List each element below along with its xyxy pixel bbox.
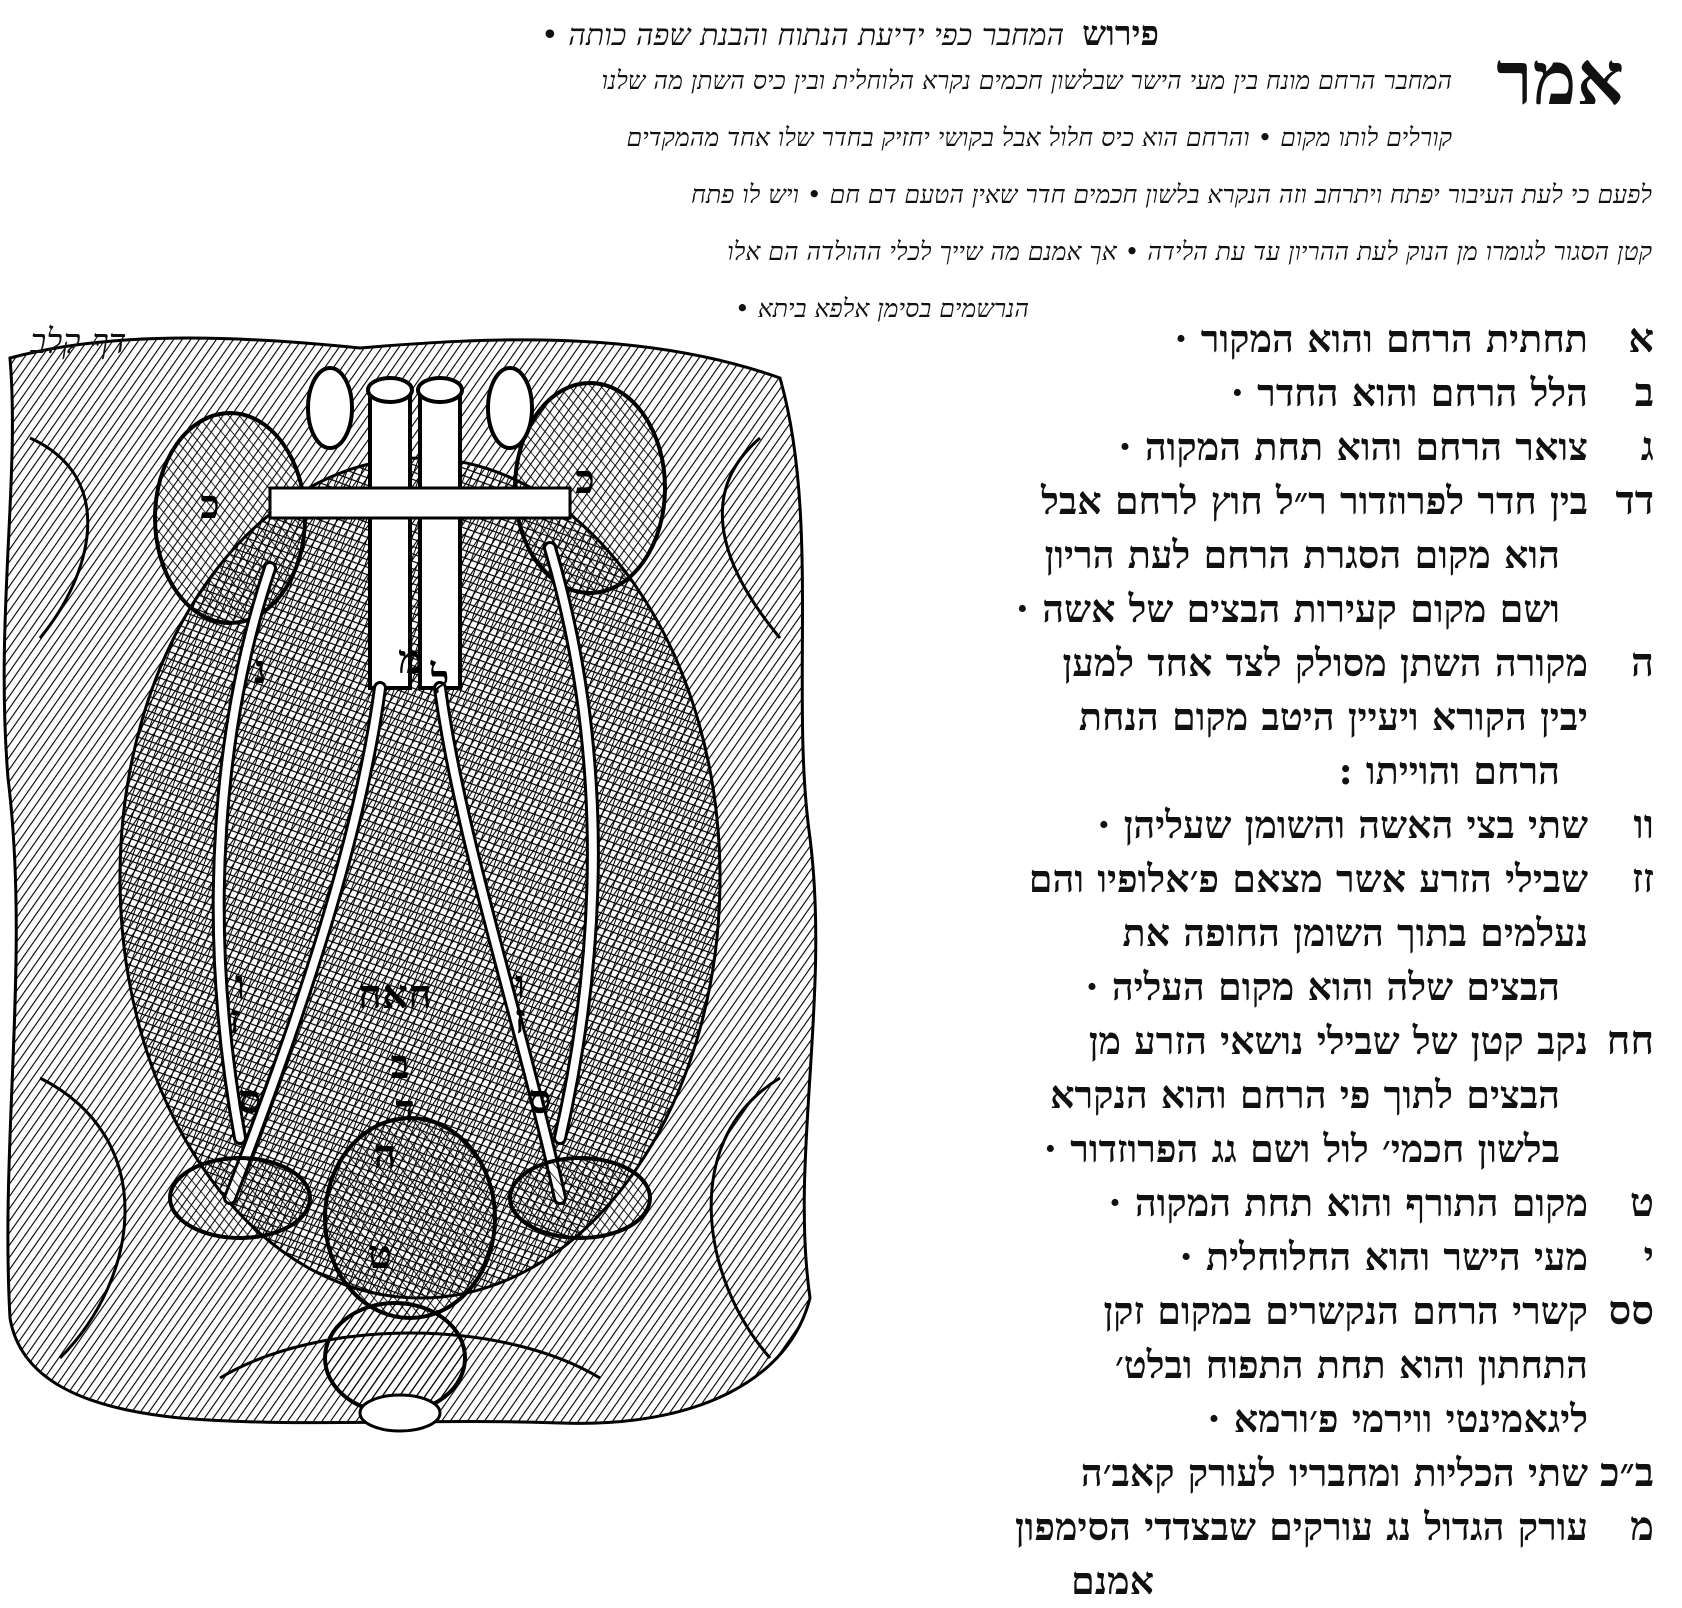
figure-label: ל <box>430 656 450 703</box>
legend-list <box>794 312 1654 1608</box>
figure-label: נ <box>253 646 267 693</box>
legend-line: יבין הקורא ויעיין היטב מקום הנחת <box>1078 694 1588 739</box>
legend-entry <box>794 798 1654 852</box>
legend-line: בלשון חכמי׳ לול ושם גג הפרוזדור · <box>1043 1126 1560 1171</box>
commentary-line: קטן הסגור לגומרו מן הנוק לעת ההריון עד עת הלידה • אך אמנם מה שייך לכלי ההולדה הם אלו <box>727 237 1652 266</box>
legend-line: נקב קטן של שבילי נושאי הזרע מן <box>1088 1018 1588 1063</box>
commentary-block <box>112 52 1652 337</box>
opening-word: אמר <box>1496 36 1624 122</box>
legend-line: נעלמים בתוך השומן החופה את <box>1122 910 1588 955</box>
commentary-line: הנרשמים בסימן אלפא ביתא • <box>735 294 1029 323</box>
figure-label: ט <box>367 1231 393 1278</box>
figure-label: מ <box>398 636 422 683</box>
legend-line: שתי בצי האשה והשומן שעליהן · <box>1097 802 1588 847</box>
commentary-line: המחבר הרחם מונח בין מעי הישר שבלשון חכמים נקרא הלוחלית ובין כיס השתן מה שלנו <box>601 66 1452 95</box>
legend-key: זז <box>1631 855 1654 902</box>
legend-key: ה <box>1630 639 1654 686</box>
legend-entry <box>794 1176 1654 1230</box>
legend-line: הוא מקום הסגרת הרחם לעת הריון <box>1044 532 1560 577</box>
legend-line: ושם מקום קעירות הבצים של אשה · <box>1015 586 1560 631</box>
legend-line: תחתית הרחם והוא המקור · <box>1174 316 1588 361</box>
figure-label: ח <box>358 971 382 1018</box>
legend-line: מעי הישר והוא החלוחלית · <box>1179 1234 1588 1279</box>
legend-key: ג <box>1640 423 1654 470</box>
legend-line: הלל הרחם והוא החדר · <box>1230 370 1588 415</box>
commentary-line: קורלים לותו מקום • והרחם הוא כיס חלול אבל בקושי יחזיק בחדר שלו אחד מהמקדים <box>626 123 1452 152</box>
legend-entry <box>794 1284 1654 1446</box>
commentary-line: לפעם כי לעת העיבור יפתח ויתרחב וזה הנקרא בלשון חכמים חדר שאין הטעם דם חם • ויש לו פתח <box>691 180 1652 209</box>
legend-key: י <box>1643 1233 1654 1280</box>
figure-label: ב <box>390 1041 410 1088</box>
legend-line: צואר הרחם והוא תחת המקוה · <box>1118 424 1588 469</box>
legend-entry <box>794 1500 1654 1554</box>
figure-label: ס <box>238 1076 262 1123</box>
legend-key: מ <box>1630 1503 1654 1550</box>
legend-line: מקורה השתן מסולק לצד אחד למען <box>1062 640 1588 685</box>
title-keyword: פירוש <box>1082 14 1159 54</box>
legend-entry <box>794 474 1654 636</box>
figure-label: ז <box>229 996 241 1043</box>
legend-entry <box>794 1446 1654 1500</box>
legend-entry <box>794 636 1654 798</box>
figure-label: ו <box>234 961 246 1008</box>
figure-label: ח <box>408 971 432 1018</box>
legend-line: הבצים שלה והוא מקום העליה · <box>1085 964 1560 1009</box>
legend-key: א <box>1628 315 1654 362</box>
figure-label: ה <box>373 1131 397 1178</box>
figure-label: ד <box>395 1086 415 1133</box>
legend-key: חח <box>1606 1017 1654 1064</box>
legend-line: הבצים לתוך פי הרחם והוא הנקרא <box>1050 1072 1560 1117</box>
legend-line: קשרי הרחם הנקשרים במקום זקן <box>1103 1288 1588 1333</box>
legend-line: הרחם והוייתו : <box>1338 748 1560 793</box>
legend-key: ב״כ <box>1599 1449 1654 1496</box>
legend-line: התחתון והוא תחת התפוח ובלט׳ <box>1114 1342 1588 1387</box>
legend-line: שבילי הזרע אשר מצאם פ׳אלופיו והם <box>1028 856 1588 901</box>
legend-key: דד <box>1615 477 1654 524</box>
figure-label: א <box>382 971 408 1018</box>
figure-label: ס <box>528 1076 552 1123</box>
legend-line: עורק הגדול נג עורקים שבצדדי הסימפון <box>1014 1504 1588 1549</box>
legend-key: סס <box>1608 1287 1654 1334</box>
title-text: המחבר כפי ידיעת הנתוח והבנת שפה כותה • <box>541 18 1065 53</box>
legend-entry <box>794 1230 1654 1284</box>
legend-key: ט <box>1629 1179 1654 1226</box>
figure-label: ו <box>514 961 526 1008</box>
legend-entry <box>794 366 1654 420</box>
legend-key: וו <box>1633 801 1654 848</box>
commentary-title <box>440 14 1260 54</box>
anatomical-engraving <box>0 318 830 1438</box>
legend-line: בין חדר לפרוזדור ר״ל חוץ לרחם אבל <box>1041 478 1588 523</box>
uterus <box>325 1118 495 1318</box>
legend-line: מקום התורף והוא תחת המקוה · <box>1108 1180 1588 1225</box>
figure-label: ז <box>514 996 526 1043</box>
legend-key: ב <box>1634 369 1654 416</box>
catchword: אמנם <box>1071 1558 1154 1603</box>
figure-label: כ <box>200 481 220 528</box>
legend-entry <box>794 1014 1654 1176</box>
legend-line: שתי הכליות ומחבריו לעורק קאב׳ה <box>1080 1450 1588 1495</box>
legend-entry <box>794 420 1654 474</box>
legend-line: ליגאמינטי ווירמי פ׳ורמא · <box>1207 1396 1588 1441</box>
engraving-svg <box>0 318 830 1438</box>
legend-entry <box>794 852 1654 1014</box>
page-number-mark: דף קלב <box>30 322 127 362</box>
figure-label: כ <box>575 456 595 503</box>
legend-entry <box>794 312 1654 366</box>
